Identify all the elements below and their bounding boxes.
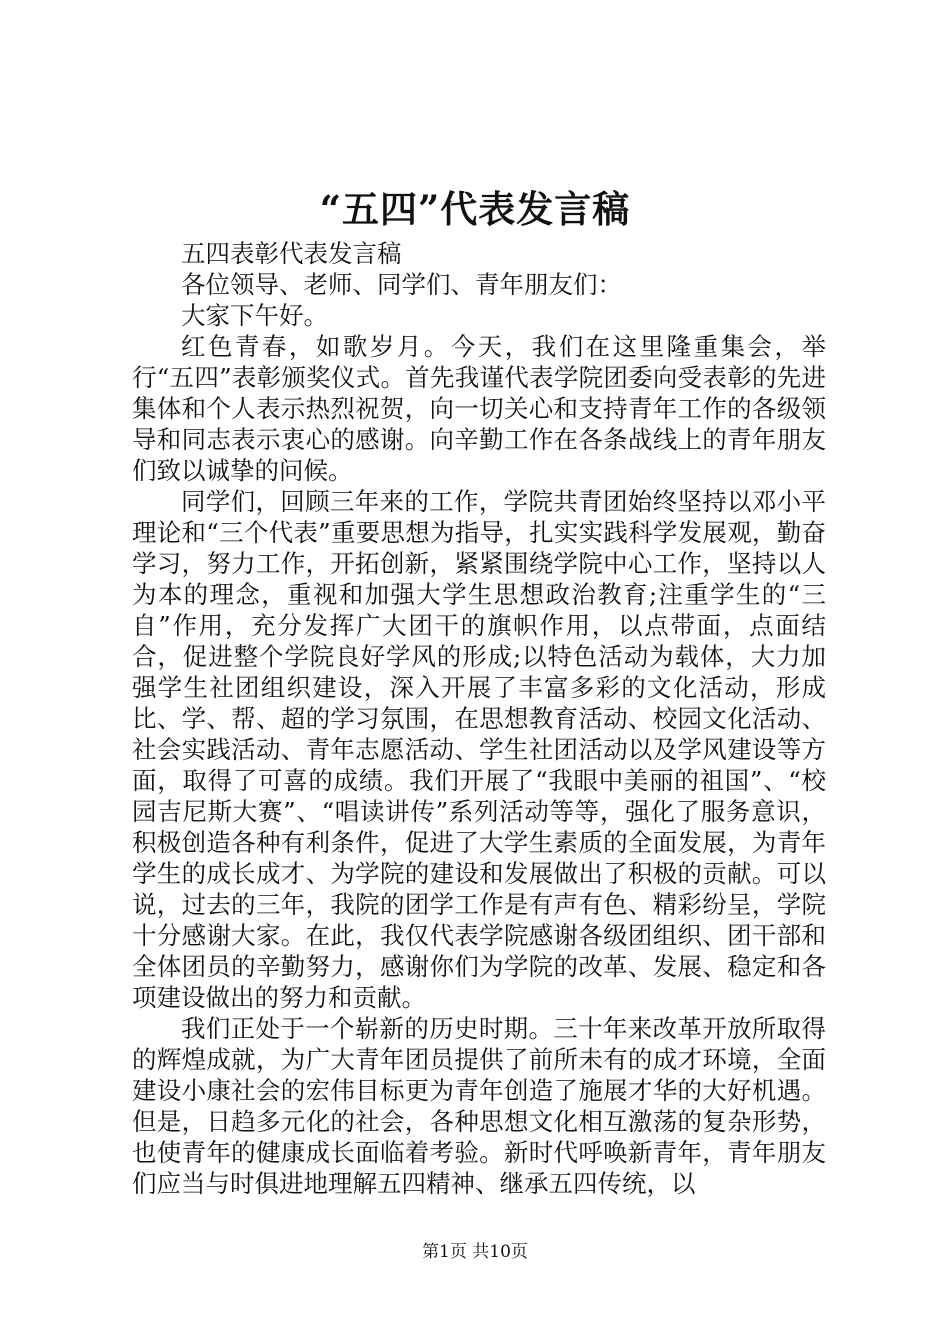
page-number: 第1页 共10页 xyxy=(422,1242,528,1262)
paragraph-subtitle: 五四表彰代表发言稿 xyxy=(181,239,402,268)
document-title: “五四”代表发言稿 xyxy=(319,187,631,231)
paragraph-review: 同学们，回顾三年来的工作，学院共青团始终坚持以邓小平理论和“三个代表”重要思想为指导，扎实实践科学发展观，勤奋学习，努力工作，开拓创新，紧紧围绕学院中心工作，坚持以人为本的理念，重视和加强大学生思想政治教育;注重学生的“三自”作用，充分发挥广大团干的旗帜作用，以点带面，点面结合，促进整个学院良好学风的形成;以特色活动为载体，大力加强学生社团组织建设，深入开展了丰富多彩的文化活动，形成比、学、帮、超的学习氛围，在思想教育活动、校园文化活动、社会实践活动、青年志愿活动、学生社团活动以及学风建设等方面，取得了可喜的成绩。我们开展了“我眼中美丽的祖国”、“校园吉尼斯大赛”、“唱读讲传”系列活动等等，强化了服务意识，积极创造各种有利条件，促进了大学生素质的全面发展，为青年学生的成长成才、为学院的建设和发展做出了积极的贡献。可以说，过去的三年，我院的团学工作是有声有色、精彩纷呈，学院十分感谢大家。在此，我仅代表学院感谢各级团组织、团干部和全体团员的辛勤努力，感谢你们为学院的改革、发展、稳定和各项建设做出的努力和贡献。 xyxy=(132,487,826,1012)
paragraph-salutation: 各位领导、老师、同学们、青年朋友们： xyxy=(181,270,622,299)
document-body xyxy=(132,238,826,1199)
paragraph-new-era: 我们正处于一个崭新的历史时期。三十年来改革开放所取得的辉煌成就，为广大青年团员提供了前所未有的成才环境，全面建设小康社会的宏伟目标更为青年创造了施展才华的大好机遇。但是，日趋多元化的社会，各种思想文化相互激荡的复杂形势，也使青年的健康成长面临着考验。新时代呼唤新青年，青年朋友们应当与时俱进地理解五四精神、继承五四传统，以 xyxy=(132,1014,826,1198)
paragraph-opening: 红色青春，如歌岁月。今天，我们在这里隆重集会，举行“五四”表彰颁奖仪式。首先我谨代表学院团委向受表彰的先进集体和个人表示热烈祝贺，向一切关心和支持青年工作的各级领导和同志表示衷心的感谢。向辛勤工作在各条战线上的青年朋友们致以诚挚的问候。 xyxy=(132,332,826,485)
paragraph-greeting: 大家下午好。 xyxy=(181,301,328,330)
